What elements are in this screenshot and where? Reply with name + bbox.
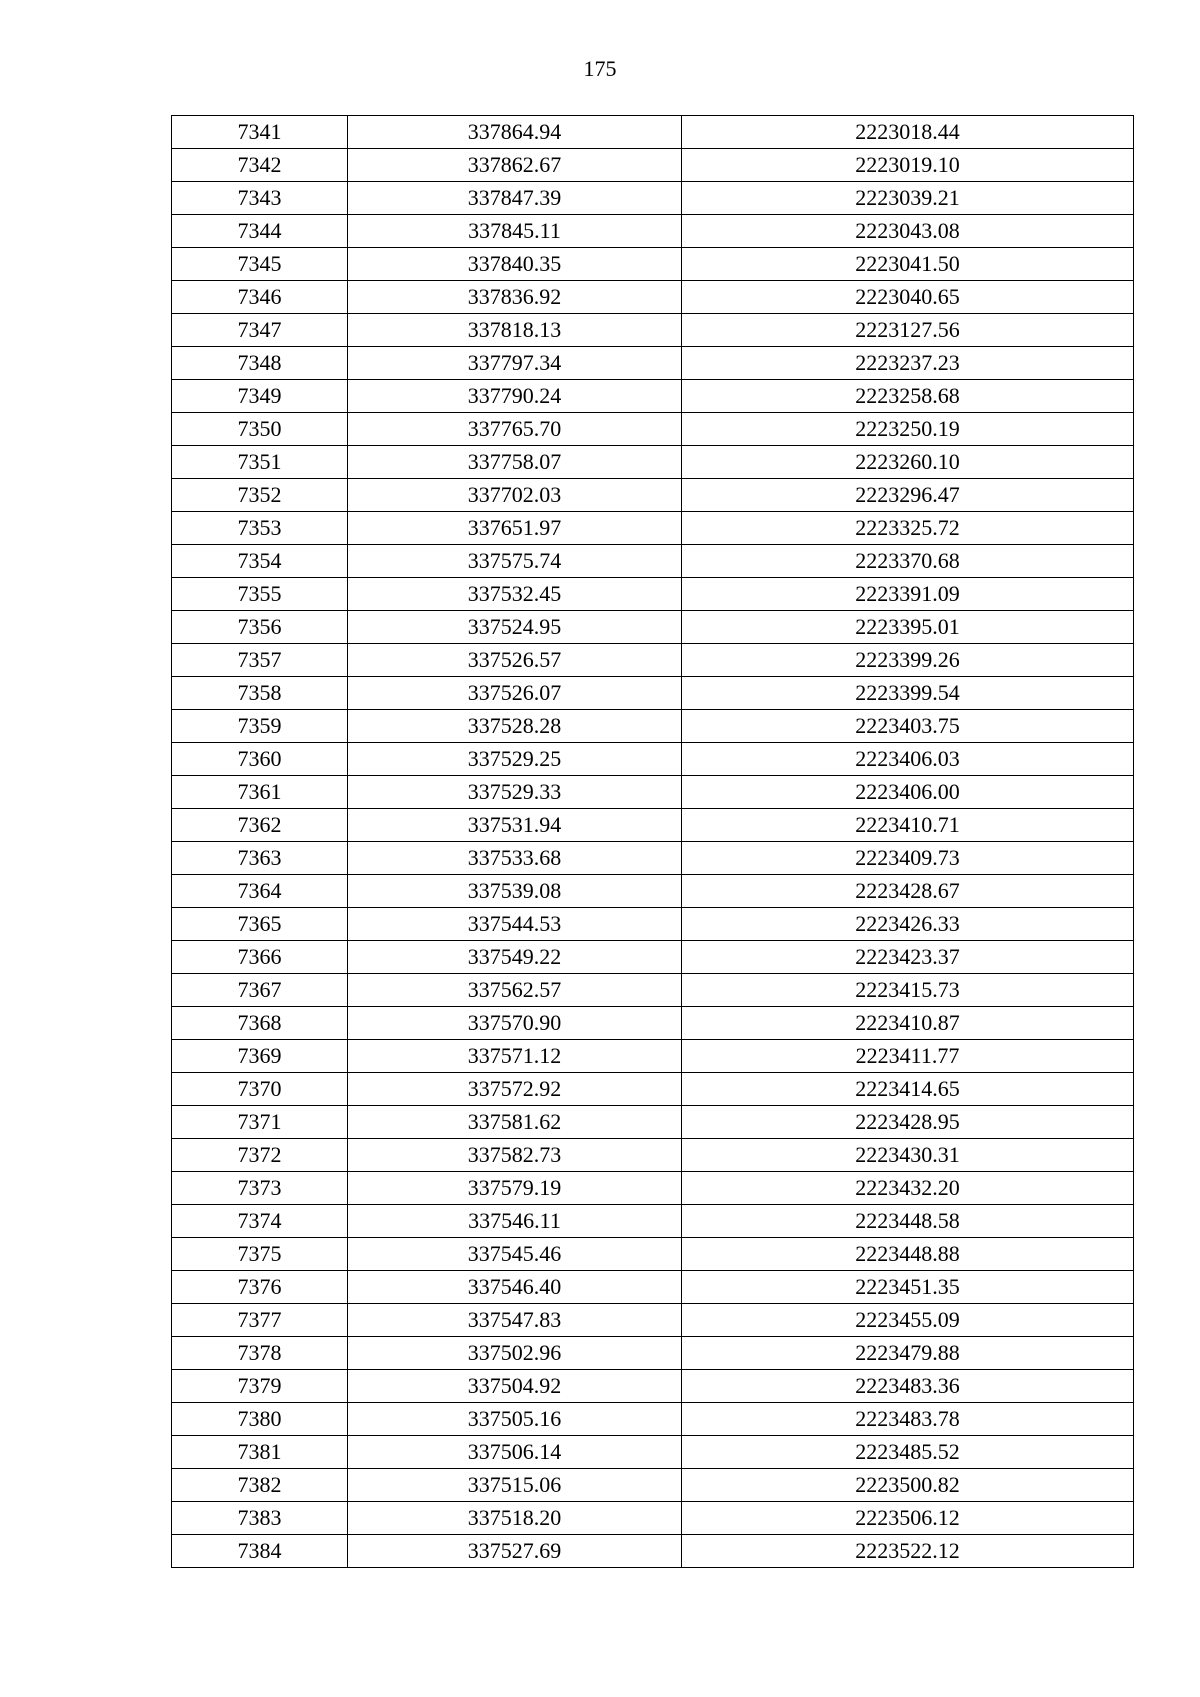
y-coordinate-cell: 2223410.87 — [682, 1007, 1134, 1040]
point-number-cell: 7362 — [172, 809, 348, 842]
point-number-cell: 7365 — [172, 908, 348, 941]
y-coordinate-cell: 2223428.95 — [682, 1106, 1134, 1139]
point-number-cell: 7341 — [172, 116, 348, 149]
point-number-cell: 7384 — [172, 1535, 348, 1568]
table-row — [172, 710, 1134, 743]
x-coordinate-cell: 337581.62 — [348, 1106, 682, 1139]
table-row — [172, 611, 1134, 644]
y-coordinate-cell: 2223325.72 — [682, 512, 1134, 545]
table-row — [172, 1436, 1134, 1469]
point-number-cell: 7359 — [172, 710, 348, 743]
point-number-cell: 7368 — [172, 1007, 348, 1040]
table-row — [172, 413, 1134, 446]
point-number-cell: 7372 — [172, 1139, 348, 1172]
table-row — [172, 875, 1134, 908]
x-coordinate-cell: 337845.11 — [348, 215, 682, 248]
table-row — [172, 182, 1134, 215]
x-coordinate-cell: 337504.92 — [348, 1370, 682, 1403]
x-coordinate-cell: 337840.35 — [348, 248, 682, 281]
y-coordinate-cell: 2223506.12 — [682, 1502, 1134, 1535]
y-coordinate-cell: 2223406.00 — [682, 776, 1134, 809]
x-coordinate-cell: 337539.08 — [348, 875, 682, 908]
x-coordinate-cell: 337758.07 — [348, 446, 682, 479]
table-row — [172, 1370, 1134, 1403]
table-row — [172, 1172, 1134, 1205]
y-coordinate-cell: 2223127.56 — [682, 314, 1134, 347]
point-number-cell: 7373 — [172, 1172, 348, 1205]
x-coordinate-cell: 337549.22 — [348, 941, 682, 974]
table-row — [172, 380, 1134, 413]
table-row — [172, 1040, 1134, 1073]
x-coordinate-cell: 337527.69 — [348, 1535, 682, 1568]
point-number-cell: 7382 — [172, 1469, 348, 1502]
point-number-cell: 7347 — [172, 314, 348, 347]
x-coordinate-cell: 337570.90 — [348, 1007, 682, 1040]
table-row — [172, 809, 1134, 842]
point-number-cell: 7343 — [172, 182, 348, 215]
point-number-cell: 7380 — [172, 1403, 348, 1436]
y-coordinate-cell: 2223041.50 — [682, 248, 1134, 281]
y-coordinate-cell: 2223410.71 — [682, 809, 1134, 842]
x-coordinate-cell: 337529.33 — [348, 776, 682, 809]
y-coordinate-cell: 2223432.20 — [682, 1172, 1134, 1205]
point-number-cell: 7350 — [172, 413, 348, 446]
x-coordinate-cell: 337515.06 — [348, 1469, 682, 1502]
y-coordinate-cell: 2223019.10 — [682, 149, 1134, 182]
y-coordinate-cell: 2223430.31 — [682, 1139, 1134, 1172]
table-row — [172, 644, 1134, 677]
table-row — [172, 1304, 1134, 1337]
point-number-cell: 7344 — [172, 215, 348, 248]
y-coordinate-cell: 2223391.09 — [682, 578, 1134, 611]
x-coordinate-cell: 337562.57 — [348, 974, 682, 1007]
point-number-cell: 7354 — [172, 545, 348, 578]
table-row — [172, 1502, 1134, 1535]
y-coordinate-cell: 2223237.23 — [682, 347, 1134, 380]
y-coordinate-cell: 2223448.88 — [682, 1238, 1134, 1271]
y-coordinate-cell: 2223258.68 — [682, 380, 1134, 413]
point-number-cell: 7357 — [172, 644, 348, 677]
y-coordinate-cell: 2223403.75 — [682, 710, 1134, 743]
x-coordinate-cell: 337502.96 — [348, 1337, 682, 1370]
point-number-cell: 7377 — [172, 1304, 348, 1337]
y-coordinate-cell: 2223250.19 — [682, 413, 1134, 446]
x-coordinate-cell: 337575.74 — [348, 545, 682, 578]
x-coordinate-cell: 337532.45 — [348, 578, 682, 611]
point-number-cell: 7369 — [172, 1040, 348, 1073]
x-coordinate-cell: 337518.20 — [348, 1502, 682, 1535]
table-row — [172, 116, 1134, 149]
x-coordinate-cell: 337571.12 — [348, 1040, 682, 1073]
table-row — [172, 941, 1134, 974]
x-coordinate-cell: 337526.57 — [348, 644, 682, 677]
point-number-cell: 7346 — [172, 281, 348, 314]
point-number-cell: 7342 — [172, 149, 348, 182]
table-row — [172, 743, 1134, 776]
table-row — [172, 974, 1134, 1007]
table-row — [172, 1073, 1134, 1106]
point-number-cell: 7349 — [172, 380, 348, 413]
x-coordinate-cell: 337582.73 — [348, 1139, 682, 1172]
table-row — [172, 149, 1134, 182]
x-coordinate-cell: 337546.11 — [348, 1205, 682, 1238]
table-row — [172, 908, 1134, 941]
x-coordinate-cell: 337506.14 — [348, 1436, 682, 1469]
y-coordinate-cell: 2223260.10 — [682, 446, 1134, 479]
table-row — [172, 446, 1134, 479]
point-number-cell: 7375 — [172, 1238, 348, 1271]
point-number-cell: 7378 — [172, 1337, 348, 1370]
x-coordinate-cell: 337862.67 — [348, 149, 682, 182]
x-coordinate-cell: 337847.39 — [348, 182, 682, 215]
point-number-cell: 7371 — [172, 1106, 348, 1139]
y-coordinate-cell: 2223451.35 — [682, 1271, 1134, 1304]
y-coordinate-cell: 2223039.21 — [682, 182, 1134, 215]
y-coordinate-cell: 2223018.44 — [682, 116, 1134, 149]
table-row — [172, 215, 1134, 248]
table-row — [172, 1271, 1134, 1304]
point-number-cell: 7355 — [172, 578, 348, 611]
point-number-cell: 7379 — [172, 1370, 348, 1403]
table-row — [172, 479, 1134, 512]
point-number-cell: 7364 — [172, 875, 348, 908]
x-coordinate-cell: 337547.83 — [348, 1304, 682, 1337]
x-coordinate-cell: 337544.53 — [348, 908, 682, 941]
x-coordinate-cell: 337651.97 — [348, 512, 682, 545]
x-coordinate-cell: 337533.68 — [348, 842, 682, 875]
point-number-cell: 7366 — [172, 941, 348, 974]
point-number-cell: 7345 — [172, 248, 348, 281]
x-coordinate-cell: 337836.92 — [348, 281, 682, 314]
y-coordinate-cell: 2223411.77 — [682, 1040, 1134, 1073]
y-coordinate-cell: 2223395.01 — [682, 611, 1134, 644]
x-coordinate-cell: 337818.13 — [348, 314, 682, 347]
y-coordinate-cell: 2223483.36 — [682, 1370, 1134, 1403]
table-row — [172, 314, 1134, 347]
coordinates-table-body — [172, 116, 1134, 1568]
point-number-cell: 7363 — [172, 842, 348, 875]
point-number-cell: 7374 — [172, 1205, 348, 1238]
x-coordinate-cell: 337545.46 — [348, 1238, 682, 1271]
x-coordinate-cell: 337524.95 — [348, 611, 682, 644]
y-coordinate-cell: 2223448.58 — [682, 1205, 1134, 1238]
table-row — [172, 1337, 1134, 1370]
x-coordinate-cell: 337702.03 — [348, 479, 682, 512]
x-coordinate-cell: 337531.94 — [348, 809, 682, 842]
page-number: 175 — [583, 56, 617, 81]
y-coordinate-cell: 2223296.47 — [682, 479, 1134, 512]
y-coordinate-cell: 2223399.54 — [682, 677, 1134, 710]
x-coordinate-cell: 337526.07 — [348, 677, 682, 710]
x-coordinate-cell: 337546.40 — [348, 1271, 682, 1304]
table-row — [172, 512, 1134, 545]
table-row — [172, 776, 1134, 809]
x-coordinate-cell: 337579.19 — [348, 1172, 682, 1205]
table-row — [172, 677, 1134, 710]
table-row — [172, 347, 1134, 380]
table-row — [172, 1106, 1134, 1139]
table-row — [172, 1469, 1134, 1502]
x-coordinate-cell: 337790.24 — [348, 380, 682, 413]
point-number-cell: 7353 — [172, 512, 348, 545]
table-row — [172, 1139, 1134, 1172]
y-coordinate-cell: 2223485.52 — [682, 1436, 1134, 1469]
point-number-cell: 7383 — [172, 1502, 348, 1535]
x-coordinate-cell: 337864.94 — [348, 116, 682, 149]
table-row — [172, 1535, 1134, 1568]
table-row — [172, 842, 1134, 875]
y-coordinate-cell: 2223415.73 — [682, 974, 1134, 1007]
y-coordinate-cell: 2223040.65 — [682, 281, 1134, 314]
table-row — [172, 281, 1134, 314]
point-number-cell: 7360 — [172, 743, 348, 776]
y-coordinate-cell: 2223522.12 — [682, 1535, 1134, 1568]
table-row — [172, 248, 1134, 281]
x-coordinate-cell: 337505.16 — [348, 1403, 682, 1436]
y-coordinate-cell: 2223479.88 — [682, 1337, 1134, 1370]
x-coordinate-cell: 337528.28 — [348, 710, 682, 743]
x-coordinate-cell: 337765.70 — [348, 413, 682, 446]
x-coordinate-cell: 337572.92 — [348, 1073, 682, 1106]
y-coordinate-cell: 2223406.03 — [682, 743, 1134, 776]
table-row — [172, 1238, 1134, 1271]
y-coordinate-cell: 2223500.82 — [682, 1469, 1134, 1502]
table-row — [172, 1205, 1134, 1238]
point-number-cell: 7361 — [172, 776, 348, 809]
y-coordinate-cell: 2223409.73 — [682, 842, 1134, 875]
point-number-cell: 7367 — [172, 974, 348, 1007]
table-row — [172, 1403, 1134, 1436]
point-number-cell: 7351 — [172, 446, 348, 479]
y-coordinate-cell: 2223483.78 — [682, 1403, 1134, 1436]
y-coordinate-cell: 2223428.67 — [682, 875, 1134, 908]
y-coordinate-cell: 2223370.68 — [682, 545, 1134, 578]
point-number-cell: 7358 — [172, 677, 348, 710]
table-row — [172, 1007, 1134, 1040]
coordinates-table — [171, 115, 1134, 1568]
y-coordinate-cell: 2223426.33 — [682, 908, 1134, 941]
y-coordinate-cell: 2223414.65 — [682, 1073, 1134, 1106]
y-coordinate-cell: 2223399.26 — [682, 644, 1134, 677]
y-coordinate-cell: 2223043.08 — [682, 215, 1134, 248]
table-row — [172, 545, 1134, 578]
point-number-cell: 7356 — [172, 611, 348, 644]
point-number-cell: 7376 — [172, 1271, 348, 1304]
y-coordinate-cell: 2223423.37 — [682, 941, 1134, 974]
point-number-cell: 7348 — [172, 347, 348, 380]
x-coordinate-cell: 337797.34 — [348, 347, 682, 380]
x-coordinate-cell: 337529.25 — [348, 743, 682, 776]
point-number-cell: 7352 — [172, 479, 348, 512]
point-number-cell: 7381 — [172, 1436, 348, 1469]
point-number-cell: 7370 — [172, 1073, 348, 1106]
y-coordinate-cell: 2223455.09 — [682, 1304, 1134, 1337]
table-row — [172, 578, 1134, 611]
